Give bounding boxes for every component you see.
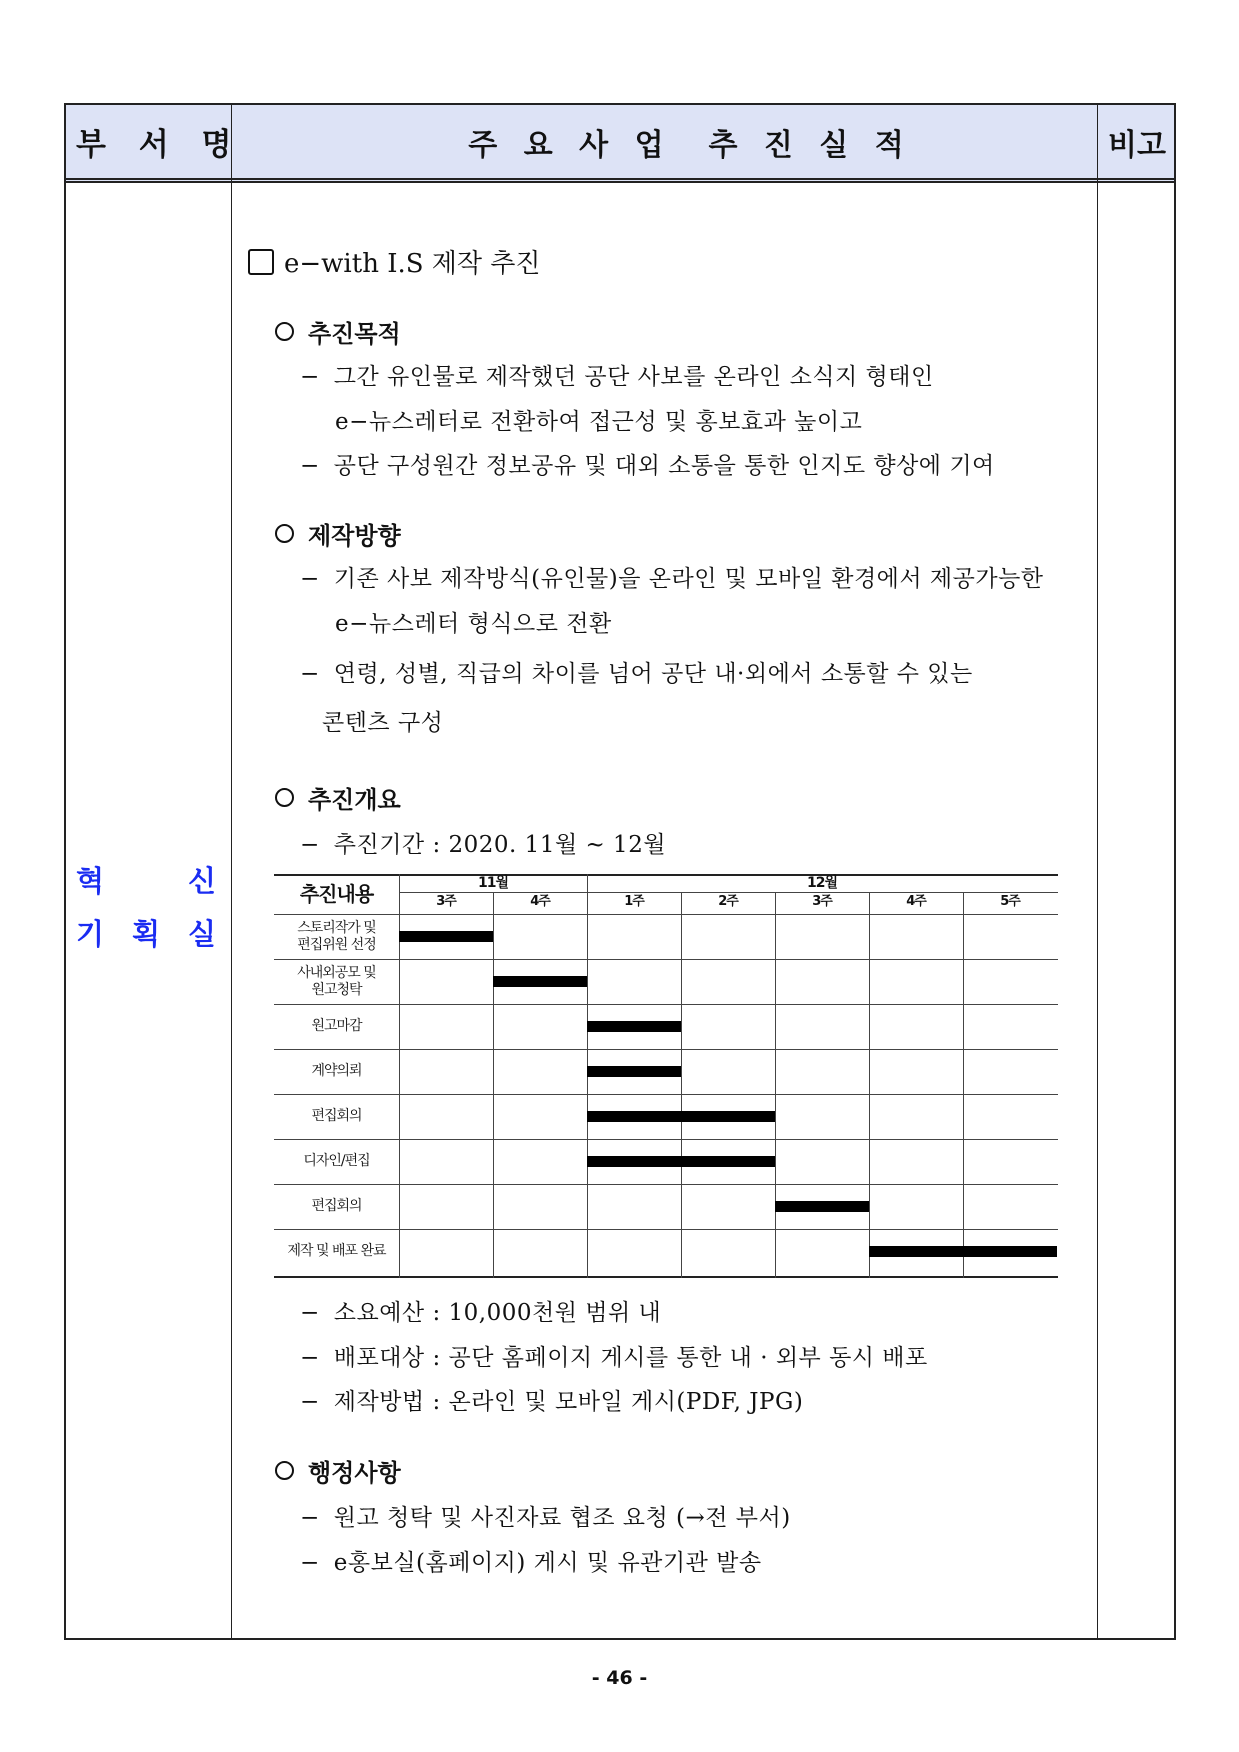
gantt-task-bar	[493, 976, 587, 987]
gantt-week-label: 2주	[718, 894, 738, 909]
gantt-week-label: 1주	[624, 894, 644, 909]
overview-period: − 추진기간 : 2020. 11월 ~ 12월	[300, 832, 667, 858]
gantt-task-label: 제작 및 배포 완료	[287, 1243, 386, 1259]
circle-bullet-icon	[275, 524, 294, 543]
gantt-week-label: 3주	[436, 894, 456, 909]
header-main-label: 주 요 사 업 추 진 실 적	[468, 127, 912, 163]
gantt-task-bar	[587, 1066, 681, 1077]
purpose-line2: − 공단 구성원간 정보공유 및 대외 소통을 통한 인지도 향상에 기여	[300, 453, 995, 479]
overview-target: − 배포대상 : 공단 홈페이지 게시를 통한 내 · 외부 동시 배포	[300, 1345, 928, 1371]
gantt-grid-vline	[869, 892, 870, 1278]
gantt-task-bar	[775, 1201, 869, 1212]
gantt-task-bar	[587, 1156, 775, 1167]
admin-line1: − 원고 청탁 및 사진자료 협조 요청 (→전 부서)	[300, 1505, 791, 1531]
circle-bullet-icon	[275, 322, 294, 341]
overview-heading	[275, 780, 401, 815]
overview-title: 추진개요	[308, 786, 401, 814]
gantt-task-label: 편집회의	[311, 1198, 362, 1214]
dept-name-line2: 기 획 실	[76, 917, 216, 951]
column-divider-2	[1097, 105, 1098, 1638]
gantt-week-label: 4주	[906, 894, 926, 909]
gantt-week-label: 4주	[530, 894, 550, 909]
gantt-grid-vline	[775, 892, 776, 1278]
gantt-task-label: 디자인/편집	[303, 1153, 370, 1169]
gantt-grid-vline	[681, 892, 682, 1278]
gantt-task-bar	[587, 1021, 681, 1032]
overview-budget: − 소요예산 : 10,000천원 범위 내	[300, 1300, 662, 1326]
gantt-task-bar	[869, 1246, 1057, 1257]
gantt-week-label: 3주	[812, 894, 832, 909]
gantt-task-label: 원고마감	[311, 1018, 362, 1034]
schedule-gantt-chart	[274, 874, 1058, 1278]
gantt-week-label: 5주	[1000, 894, 1020, 909]
table-header	[66, 105, 1174, 183]
gantt-bottom-border	[274, 1276, 1058, 1278]
gantt-task-bar	[399, 931, 493, 942]
section-title-text: e−with I.S 제작 추진	[284, 249, 541, 279]
admin-line2: − e홍보실(홈페이지) 게시 및 유관기관 발송	[300, 1550, 762, 1576]
header-note-label: 비고	[1108, 127, 1166, 163]
admin-heading	[275, 1453, 401, 1488]
direction-line1: − 기존 사보 제작방식(유인물)을 온라인 및 모바일 환경에서 제공가능한	[300, 566, 1044, 592]
admin-title: 행정사항	[308, 1459, 401, 1487]
gantt-month-label: 11월	[477, 875, 508, 891]
gantt-grid-vline	[587, 892, 588, 1278]
gantt-task-bar	[587, 1111, 775, 1122]
gantt-task-label: 스토리작가 및 편집위원 선정	[297, 919, 376, 953]
section-title	[248, 243, 541, 280]
direction-line2: − 연령, 성별, 직급의 차이를 넘어 공단 내·외에서 소통할 수 있는	[300, 661, 973, 687]
gantt-task-label: 계약의뢰	[311, 1063, 362, 1079]
gantt-task-label: 편집회의	[311, 1108, 362, 1124]
gantt-task-label: 사내외공모 및 원고청탁	[297, 964, 376, 998]
purpose-title: 추진목적	[308, 320, 401, 348]
column-divider-1	[231, 105, 232, 1638]
gantt-grid-vline	[493, 892, 494, 1278]
direction-line2-cont: 콘텐츠 구성	[322, 710, 444, 736]
overview-method: − 제작방법 : 온라인 및 모바일 게시(PDF, JPG)	[300, 1389, 804, 1415]
direction-heading	[275, 516, 401, 551]
direction-title: 제작방향	[308, 522, 401, 550]
purpose-line1-cont: e−뉴스레터로 전환하여 접근성 및 홍보효과 높이고	[335, 409, 863, 435]
page-number: - 46 -	[591, 1667, 648, 1689]
gantt-month-label: 12월	[806, 875, 837, 891]
circle-bullet-icon	[275, 1461, 294, 1480]
header-dept-label: 부 서 명	[76, 127, 232, 163]
gantt-grid-vline	[963, 892, 964, 1278]
purpose-heading	[275, 314, 401, 349]
circle-bullet-icon	[275, 788, 294, 807]
purpose-line1: − 그간 유인물로 제작했던 공단 사보를 온라인 소식지 형태인	[300, 364, 934, 390]
checkbox-square-icon	[248, 249, 274, 275]
dept-name-line1: 혁 신	[76, 864, 216, 898]
gantt-corner-label: 추진내용	[299, 882, 374, 906]
direction-line1-cont: e−뉴스레터 형식으로 전환	[335, 611, 612, 637]
